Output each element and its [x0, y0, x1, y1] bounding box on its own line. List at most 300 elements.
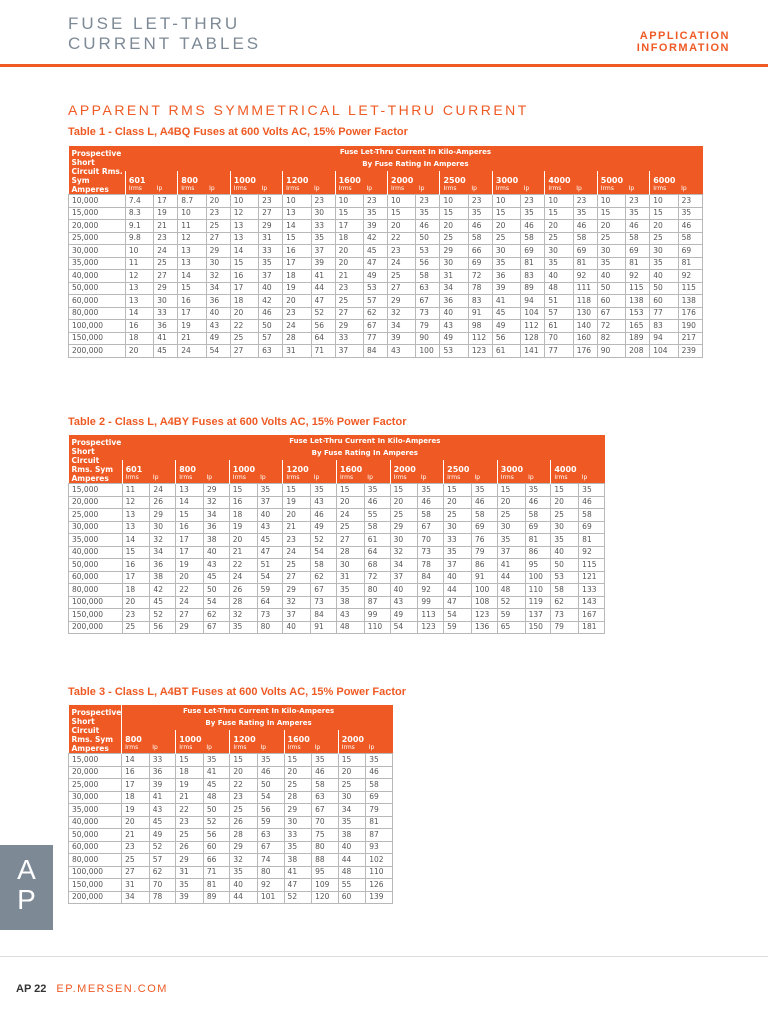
ip-subheader: Ip [471, 474, 497, 484]
letthru-value-cell: 92 [257, 879, 284, 892]
letthru-value-cell: 48 [336, 621, 364, 634]
letthru-value-cell: 35 [579, 484, 605, 497]
letthru-value-cell: 32 [229, 609, 257, 622]
letthru-value-cell: 46 [311, 509, 337, 522]
letthru-value-cell: 23 [122, 609, 150, 622]
letthru-value-cell: 130 [573, 307, 597, 320]
prospective-current-cell: 200,000 [69, 345, 126, 358]
prospective-current-cell: 40,000 [69, 546, 123, 559]
letthru-value-cell: 118 [573, 295, 597, 308]
section-tab [0, 845, 53, 930]
letthru-value-cell: 43 [311, 496, 337, 509]
fuse-rating-header: 800 [122, 730, 176, 744]
table-row [69, 854, 393, 867]
letthru-value-cell: 83 [521, 270, 545, 283]
letthru-value-cell: 15 [230, 257, 258, 270]
letthru-value-cell: 60 [650, 295, 678, 308]
letthru-value-cell: 19 [283, 496, 311, 509]
letthru-value-cell: 143 [579, 596, 605, 609]
letthru-value-cell: 30 [390, 534, 418, 547]
letthru-value-cell: 49 [492, 320, 520, 333]
letthru-value-cell: 15 [230, 754, 258, 767]
letthru-value-cell: 13 [230, 232, 258, 245]
letthru-value-cell: 37 [311, 245, 335, 258]
letthru-value-cell: 81 [573, 257, 597, 270]
ip-subheader: Ip [257, 474, 283, 484]
letthru-value-cell: 35 [573, 207, 597, 220]
prospective-current-cell: 100,000 [69, 866, 122, 879]
letthru-value-cell: 35 [259, 257, 283, 270]
letthru-value-cell: 30 [336, 559, 364, 572]
letthru-value-cell: 92 [678, 270, 702, 283]
letthru-value-cell: 8.3 [125, 207, 153, 220]
letthru-value-cell: 15 [388, 207, 416, 220]
letthru-value-cell: 21 [154, 220, 178, 233]
website-link[interactable]: EP.MERSEN.COM [56, 983, 168, 995]
prospective-current-cell: 25,000 [69, 232, 126, 245]
fuse-rating-header: 2000 [390, 460, 444, 474]
letthru-value-cell: 33 [311, 220, 335, 233]
letthru-value-cell: 35 [416, 207, 440, 220]
letthru-value-cell: 39 [388, 332, 416, 345]
table-row [69, 245, 703, 258]
letthru-value-cell: 29 [440, 245, 468, 258]
table-row [69, 546, 605, 559]
letthru-value-cell: 33 [149, 754, 176, 767]
letthru-value-cell: 32 [204, 496, 230, 509]
letthru-value-cell: 87 [366, 829, 393, 842]
letthru-value-cell: 34 [390, 559, 418, 572]
letthru-value-cell: 25 [122, 854, 150, 867]
letthru-value-cell: 35 [311, 232, 335, 245]
letthru-value-cell: 67 [363, 320, 387, 333]
letthru-value-cell: 51 [545, 295, 573, 308]
letthru-value-cell: 27 [206, 232, 230, 245]
letthru-value-cell: 15 [444, 484, 472, 497]
letthru-value-cell: 62 [149, 866, 176, 879]
letthru-value-cell: 40 [551, 546, 579, 559]
letthru-value-cell: 54 [390, 621, 418, 634]
letthru-value-cell: 35 [545, 257, 573, 270]
letthru-value-cell: 45 [203, 779, 230, 792]
letthru-value-cell: 55 [338, 879, 366, 892]
letthru-value-cell: 101 [257, 891, 284, 904]
letthru-value-cell: 36 [440, 295, 468, 308]
letthru-value-cell: 32 [283, 596, 311, 609]
letthru-value-cell: 20 [388, 220, 416, 233]
letthru-value-cell: 50 [551, 559, 579, 572]
letthru-value-cell: 35 [418, 484, 444, 497]
letthru-value-cell: 36 [154, 320, 178, 333]
fuse-rating-header: 1000 [230, 171, 282, 185]
letthru-value-cell: 59 [257, 816, 284, 829]
prospective-current-cell: 25,000 [69, 509, 123, 522]
letthru-value-cell: 27 [259, 207, 283, 220]
letthru-value-cell: 23 [335, 282, 363, 295]
letthru-value-cell: 62 [363, 307, 387, 320]
irms-subheader: Irms [388, 185, 416, 195]
letthru-value-cell: 15 [284, 754, 312, 767]
letthru-value-cell: 37 [497, 546, 525, 559]
letthru-value-cell: 49 [206, 332, 230, 345]
letthru-value-cell: 40 [283, 621, 311, 634]
letthru-value-cell: 41 [149, 791, 176, 804]
letthru-value-cell: 62 [551, 596, 579, 609]
prospective-current-cell: 15,000 [69, 207, 126, 220]
letthru-value-cell: 35 [312, 754, 339, 767]
letthru-value-cell: 83 [468, 295, 492, 308]
letthru-value-cell: 70 [418, 534, 444, 547]
fuse-rating-header: 1000 [176, 730, 230, 744]
letthru-value-cell: 112 [521, 320, 545, 333]
letthru-value-cell: 15 [650, 207, 678, 220]
letthru-value-cell: 48 [545, 282, 573, 295]
letthru-value-cell: 9.1 [125, 220, 153, 233]
irms-subheader: Irms [178, 185, 206, 195]
letthru-value-cell: 28 [229, 596, 257, 609]
prospective-current-cell: 150,000 [69, 879, 122, 892]
letthru-value-cell: 31 [122, 879, 150, 892]
prospective-current-cell: 200,000 [69, 891, 122, 904]
letthru-value-cell: 37 [283, 609, 311, 622]
letthru-value-cell: 25 [551, 509, 579, 522]
letthru-value-cell: 217 [678, 332, 702, 345]
letthru-value-cell: 69 [525, 521, 551, 534]
letthru-value-cell: 56 [492, 332, 520, 345]
letthru-value-cell: 54 [257, 571, 283, 584]
letthru-value-cell: 44 [338, 854, 366, 867]
letthru-value-cell: 35 [444, 546, 472, 559]
letthru-value-cell: 15 [338, 754, 366, 767]
letthru-value-cell: 29 [284, 804, 312, 817]
letthru-value-cell: 24 [178, 345, 206, 358]
letthru-value-cell: 16 [122, 559, 150, 572]
letthru-value-cell: 17 [154, 195, 178, 208]
letthru-value-cell: 133 [579, 584, 605, 597]
table-row [69, 345, 703, 358]
letthru-value-cell: 141 [521, 345, 545, 358]
letthru-value-cell: 69 [626, 245, 650, 258]
letthru-value-cell: 58 [521, 232, 545, 245]
prospective-current-cell: 15,000 [69, 754, 122, 767]
prospective-current-cell: 20,000 [69, 496, 123, 509]
prospective-current-cell: 40,000 [69, 270, 126, 283]
letthru-value-cell: 109 [312, 879, 339, 892]
letthru-value-cell: 33 [284, 829, 312, 842]
section-title: APPARENT RMS SYMMETRICAL LET-THRU CURRENT [68, 102, 529, 118]
letthru-value-cell: 60 [203, 841, 230, 854]
ip-subheader: Ip [206, 185, 230, 195]
letthru-value-cell: 18 [335, 232, 363, 245]
letthru-value-cell: 41 [284, 866, 312, 879]
letthru-value-cell: 189 [626, 332, 650, 345]
letthru-value-cell: 30 [206, 257, 230, 270]
irms-subheader: Irms [230, 744, 258, 754]
letthru-value-cell: 46 [364, 496, 390, 509]
letthru-value-cell: 80 [257, 866, 284, 879]
letthru-value-cell: 20 [335, 245, 363, 258]
letthru-value-cell: 21 [122, 829, 150, 842]
letthru-value-cell: 48 [338, 866, 366, 879]
letthru-value-cell: 40 [230, 879, 258, 892]
letthru-value-cell: 27 [336, 534, 364, 547]
footer [16, 983, 168, 995]
letthru-value-cell: 45 [150, 596, 176, 609]
letthru-value-cell: 61 [364, 534, 390, 547]
letthru-value-cell: 23 [678, 195, 702, 208]
letthru-value-cell: 46 [521, 220, 545, 233]
letthru-value-cell: 29 [230, 841, 258, 854]
ip-subheader: Ip [468, 185, 492, 195]
letthru-value-cell: 13 [283, 207, 311, 220]
letthru-value-cell: 26 [176, 841, 204, 854]
letthru-header: Fuse Let-Thru Current In Kilo-Amperes [122, 705, 393, 717]
letthru-value-cell: 40 [545, 270, 573, 283]
letthru-value-cell: 31 [176, 866, 204, 879]
letthru-value-cell: 55 [364, 509, 390, 522]
letthru-value-cell: 165 [626, 320, 650, 333]
letthru-value-cell: 25 [597, 232, 625, 245]
letthru-value-cell: 77 [363, 332, 387, 345]
letthru-value-cell: 126 [366, 879, 393, 892]
irms-subheader: Irms [283, 185, 311, 195]
letthru-value-cell: 73 [551, 609, 579, 622]
ip-subheader: Ip [364, 474, 390, 484]
prospective-current-cell: 35,000 [69, 257, 126, 270]
letthru-value-cell: 29 [176, 854, 204, 867]
letthru-value-cell: 50 [203, 804, 230, 817]
letthru-value-cell: 138 [678, 295, 702, 308]
rating-header: By Fuse Rating In Amperes [122, 447, 604, 459]
letthru-value-cell: 52 [311, 534, 337, 547]
letthru-value-cell: 24 [154, 245, 178, 258]
letthru-value-cell: 44 [311, 282, 335, 295]
letthru-value-cell: 19 [154, 207, 178, 220]
letthru-value-cell: 38 [204, 534, 230, 547]
letthru-value-cell: 15 [122, 546, 150, 559]
letthru-value-cell: 29 [154, 282, 178, 295]
irms-subheader: Irms [229, 474, 257, 484]
prospective-current-cell: 150,000 [69, 332, 126, 345]
letthru-value-cell: 67 [204, 621, 230, 634]
letthru-value-cell: 35 [678, 207, 702, 220]
letthru-value-cell: 110 [364, 621, 390, 634]
table-row [69, 534, 605, 547]
table-row [69, 866, 393, 879]
letthru-value-cell: 35 [551, 534, 579, 547]
letthru-value-cell: 13 [125, 295, 153, 308]
letthru-value-cell: 83 [650, 320, 678, 333]
letthru-value-cell: 25 [390, 509, 418, 522]
letthru-value-cell: 23 [388, 245, 416, 258]
letthru-value-cell: 54 [311, 546, 337, 559]
letthru-value-cell: 89 [521, 282, 545, 295]
table-1 [68, 146, 703, 358]
letthru-value-cell: 25 [444, 509, 472, 522]
letthru-value-cell: 58 [312, 779, 339, 792]
letthru-value-cell: 32 [206, 270, 230, 283]
letthru-value-cell: 39 [149, 779, 176, 792]
letthru-value-cell: 52 [284, 891, 312, 904]
letthru-value-cell: 139 [366, 891, 393, 904]
letthru-value-cell: 35 [492, 257, 520, 270]
irms-subheader: Irms [122, 474, 150, 484]
letthru-value-cell: 104 [650, 345, 678, 358]
letthru-value-cell: 16 [122, 766, 150, 779]
letthru-value-cell: 12 [178, 232, 206, 245]
letthru-value-cell: 7.4 [125, 195, 153, 208]
letthru-value-cell: 72 [364, 571, 390, 584]
letthru-value-cell: 27 [335, 307, 363, 320]
letthru-value-cell: 57 [363, 295, 387, 308]
letthru-value-cell: 16 [230, 270, 258, 283]
table-row [69, 779, 393, 792]
table-1-title: Table 1 - Class L, A4BQ Fuses at 600 Volts AC, 15% Power Factor [68, 126, 408, 138]
letthru-value-cell: 53 [551, 571, 579, 584]
table-row [69, 509, 605, 522]
letthru-value-cell: 54 [257, 791, 284, 804]
letthru-value-cell: 50 [416, 232, 440, 245]
letthru-value-cell: 20 [336, 496, 364, 509]
letthru-value-cell: 20 [283, 509, 311, 522]
letthru-value-cell: 17 [122, 571, 150, 584]
letthru-value-cell: 16 [283, 245, 311, 258]
letthru-value-cell: 69 [366, 791, 393, 804]
letthru-value-cell: 35 [229, 621, 257, 634]
table-row [69, 754, 393, 767]
letthru-value-cell: 22 [176, 584, 204, 597]
letthru-value-cell: 102 [366, 854, 393, 867]
letthru-value-cell: 77 [545, 345, 573, 358]
letthru-value-cell: 36 [492, 270, 520, 283]
letthru-value-cell: 99 [364, 609, 390, 622]
letthru-value-cell: 66 [468, 245, 492, 258]
table-row [69, 804, 393, 817]
letthru-value-cell: 99 [418, 596, 444, 609]
letthru-value-cell: 21 [176, 791, 204, 804]
irms-subheader: Irms [545, 185, 573, 195]
fuse-rating-header: 4000 [551, 460, 605, 474]
letthru-value-cell: 38 [284, 854, 312, 867]
table-row [69, 559, 605, 572]
letthru-value-cell: 56 [257, 804, 284, 817]
letthru-value-cell: 11 [178, 220, 206, 233]
letthru-value-cell: 25 [283, 559, 311, 572]
letthru-value-cell: 35 [364, 484, 390, 497]
table-row [69, 596, 605, 609]
letthru-value-cell: 19 [178, 320, 206, 333]
letthru-value-cell: 150 [525, 621, 551, 634]
fuse-rating-header: 5000 [597, 171, 649, 185]
letthru-value-cell: 31 [259, 232, 283, 245]
letthru-value-cell: 46 [525, 496, 551, 509]
letthru-value-cell: 88 [312, 854, 339, 867]
letthru-value-cell: 60 [597, 295, 625, 308]
letthru-value-cell: 35 [468, 207, 492, 220]
letthru-value-cell: 17 [230, 282, 258, 295]
letthru-value-cell: 13 [230, 220, 258, 233]
letthru-value-cell: 69 [471, 521, 497, 534]
letthru-value-cell: 35 [366, 754, 393, 767]
letthru-value-cell: 63 [312, 791, 339, 804]
letthru-value-cell: 69 [678, 245, 702, 258]
letthru-value-cell: 25 [440, 232, 468, 245]
letthru-value-cell: 23 [573, 195, 597, 208]
letthru-value-cell: 84 [363, 345, 387, 358]
irms-subheader: Irms [176, 474, 204, 484]
letthru-value-cell: 39 [176, 891, 204, 904]
letthru-value-cell: 14 [283, 220, 311, 233]
letthru-value-cell: 25 [206, 220, 230, 233]
letthru-value-cell: 98 [468, 320, 492, 333]
letthru-value-cell: 20 [284, 766, 312, 779]
letthru-value-cell: 33 [444, 534, 472, 547]
table-row [69, 220, 703, 233]
letthru-value-cell: 47 [444, 596, 472, 609]
letthru-value-cell: 22 [230, 779, 258, 792]
letthru-value-cell: 35 [203, 754, 230, 767]
irms-subheader: Irms [284, 744, 312, 754]
letthru-value-cell: 23 [363, 195, 387, 208]
letthru-value-cell: 65 [497, 621, 525, 634]
letthru-value-cell: 92 [418, 584, 444, 597]
letthru-value-cell: 40 [390, 584, 418, 597]
letthru-value-cell: 90 [416, 332, 440, 345]
letthru-value-cell: 38 [150, 571, 176, 584]
irms-subheader: Irms [338, 744, 366, 754]
irms-subheader: Irms [440, 185, 468, 195]
letthru-value-cell: 29 [335, 320, 363, 333]
letthru-value-cell: 12 [230, 207, 258, 220]
letthru-value-cell: 61 [545, 320, 573, 333]
table-row [69, 609, 605, 622]
table-row [69, 584, 605, 597]
letthru-value-cell: 49 [390, 609, 418, 622]
letthru-value-cell: 50 [259, 320, 283, 333]
letthru-value-cell: 15 [229, 484, 257, 497]
prospective-current-cell: 15,000 [69, 484, 123, 497]
section-label-line-1: APPLICATION [639, 30, 730, 42]
letthru-value-cell: 45 [204, 571, 230, 584]
letthru-value-cell: 32 [388, 307, 416, 320]
letthru-value-cell: 66 [203, 854, 230, 867]
letthru-value-cell: 67 [257, 841, 284, 854]
letthru-value-cell: 44 [230, 891, 258, 904]
ip-subheader: Ip [366, 744, 393, 754]
letthru-value-cell: 14 [122, 754, 150, 767]
letthru-value-cell: 27 [230, 345, 258, 358]
letthru-value-cell: 23 [468, 195, 492, 208]
table-row [69, 829, 393, 842]
letthru-value-cell: 40 [444, 571, 472, 584]
letthru-value-cell: 25 [545, 232, 573, 245]
letthru-value-cell: 52 [150, 609, 176, 622]
letthru-value-cell: 75 [312, 829, 339, 842]
letthru-value-cell: 24 [336, 509, 364, 522]
letthru-value-cell: 35 [363, 207, 387, 220]
ip-subheader: Ip [573, 185, 597, 195]
letthru-value-cell: 23 [521, 195, 545, 208]
prospective-current-cell: 100,000 [69, 320, 126, 333]
letthru-value-cell: 73 [311, 596, 337, 609]
letthru-value-cell: 58 [551, 584, 579, 597]
letthru-value-cell: 136 [471, 621, 497, 634]
irms-subheader: Irms [336, 474, 364, 484]
letthru-value-cell: 20 [440, 220, 468, 233]
letthru-value-cell: 17 [176, 534, 204, 547]
letthru-value-cell: 20 [492, 220, 520, 233]
letthru-value-cell: 30 [492, 245, 520, 258]
